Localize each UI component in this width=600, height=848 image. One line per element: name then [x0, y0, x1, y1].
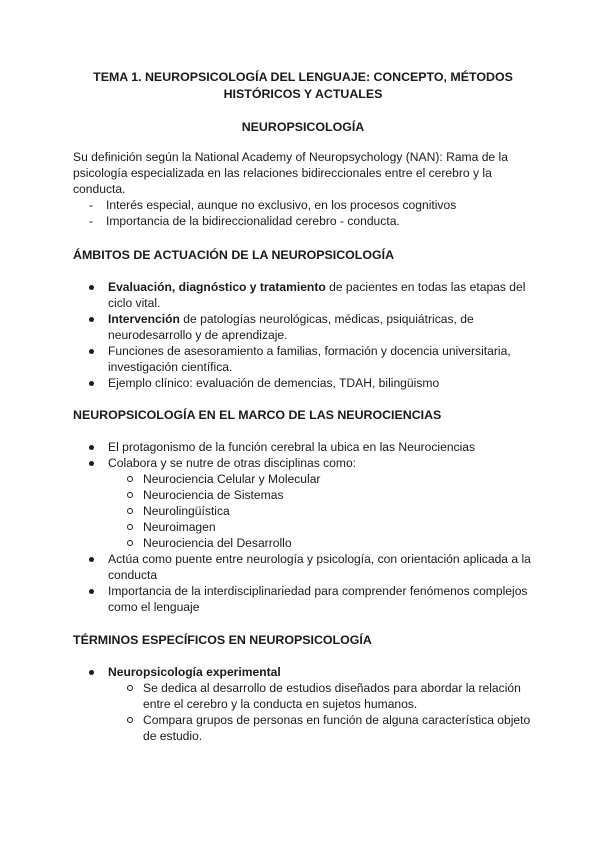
- item-bold: Neuropsicología experimental: [108, 665, 281, 679]
- section2-item: Colabora y se nutre de otras disciplinas como:: [73, 455, 533, 471]
- section1-item: Ejemplo clínico: evaluación de demencias, TDAH, bilingüismo: [73, 375, 533, 391]
- item-bold: Evaluación, diagnóstico y tratamiento: [108, 280, 326, 294]
- section3-item: [73, 664, 533, 680]
- section2-subitem: Neuroimagen: [109, 519, 533, 535]
- section1-item: [73, 279, 533, 311]
- section2-sublist: [109, 471, 533, 551]
- section2-subitem: Neurociencia del Desarrollo: [109, 535, 533, 551]
- section1-heading: ÁMBITOS DE ACTUACIÓN DE LA NEUROPSICOLOGÍA: [73, 248, 395, 262]
- section-subtitle: NEUROPSICOLOGÍA: [241, 120, 365, 134]
- intro-item: - Importancia de la bidireccionalidad cerebro - conducta.: [73, 213, 533, 229]
- item-bold: Intervención: [108, 312, 180, 326]
- section3-subitem: Compara grupos de personas en función de alguna característica objeto de estudio.: [109, 712, 533, 744]
- document-page: [73, 69, 533, 744]
- section2-item: El protagonismo de la función cerebral la ubica en las Neurociencias: [73, 439, 533, 455]
- intro-list: [73, 197, 533, 229]
- section2-subitem: Neurociencia de Sistemas: [109, 487, 533, 503]
- section1-item: [73, 311, 533, 343]
- section3-heading: TÉRMINOS ESPECÍFICOS EN NEUROPSICOLOGÍA: [73, 633, 372, 647]
- section2-item: Importancia de la interdisciplinariedad para comprender fenómenos complejos como el lenguaje: [73, 583, 533, 615]
- section3-subitem: Se dedica al desarrollo de estudios diseñados para abordar la relación entre el cerebro y la conducta en sujetos humanos.: [109, 680, 533, 712]
- section3-sublist: [109, 680, 533, 744]
- section2-list-cont: [73, 551, 533, 615]
- section3-list: [73, 664, 533, 680]
- section2-item: Actúa como puente entre neurología y psicología, con orientación aplicada a la conducta: [73, 551, 533, 583]
- intro-item: - Interés especial, aunque no exclusivo, en los procesos cognitivos: [73, 197, 533, 213]
- intro-paragraph: Su definición según la National Academy of Neuropsychology (NAN): Rama de la psicología especializada en las relaciones bidireccionales entre el cerebro y la conducta.: [73, 150, 508, 196]
- document-title-line2: HISTÓRICOS Y ACTUALES: [223, 87, 383, 101]
- document-title-line1: TEMA 1. NEUROPSICOLOGÍA DEL LENGUAJE: CONCEPTO, MÉTODOS: [93, 70, 513, 84]
- item-text: de patologías neurológicas, médicas, psiquiátricas, de neurodesarrollo y de aprendizaje.: [108, 312, 474, 342]
- section1-item: Funciones de asesoramiento a familias, formación y docencia universitaria, investigación científica.: [73, 343, 533, 375]
- section1-list: [73, 279, 533, 391]
- section2-subitem: Neurociencia Celular y Molecular: [109, 471, 533, 487]
- section2-subitem: Neurolingüística: [109, 503, 533, 519]
- item-text: de pacientes en todas las etapas del ciclo vital.: [108, 280, 526, 310]
- section2-heading: NEUROPSICOLOGÍA EN EL MARCO DE LAS NEUROCIENCIAS: [73, 408, 442, 422]
- section2-list: [73, 439, 533, 471]
